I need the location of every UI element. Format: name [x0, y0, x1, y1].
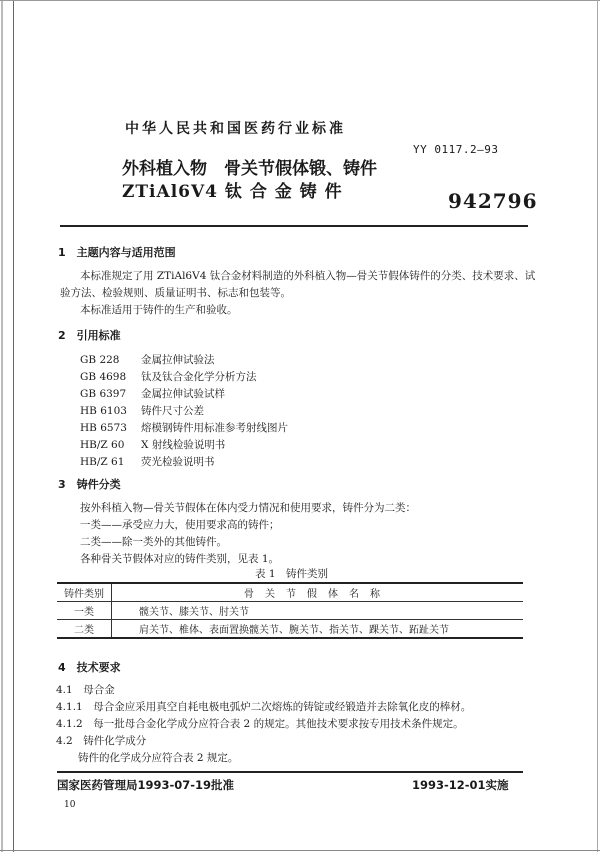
section-1-para1-line2: 验方法、检验规则、质量证明书、标志和包装等。: [60, 287, 291, 299]
section-3-line1: 按外科植入物—骨关节假体在体内受力情况和使用要求，铸件分为二类：: [80, 502, 416, 514]
document-title-line1: 外科植入物 骨关节假体锻、铸件: [122, 159, 377, 179]
reference-code: GB 4698: [80, 371, 127, 383]
document-title-line2: ZTiAl6V4 钛 合 金 铸 件: [122, 182, 343, 202]
reference-title: 金属拉伸试验法: [141, 354, 215, 366]
table-row: [57, 620, 523, 639]
reference-code: HB 6103: [80, 405, 127, 417]
approval-statement: 国家医药管理局1993-07-19批准: [57, 778, 235, 792]
implementation-date: 1993-12-01实施: [412, 778, 509, 792]
table-cell-category: 一类: [57, 602, 112, 620]
section-4-1-heading: 4.1 母合金: [56, 684, 115, 696]
reference-title: 铸件尺寸公差: [141, 405, 204, 417]
page-border-left: [13, 0, 14, 852]
section-1-para2: 本标准适用于铸件的生产和验收。: [80, 304, 238, 316]
table-header-row: [57, 583, 523, 602]
reference-title: 钛及钛合金化学分析方法: [141, 371, 257, 383]
section-1-heading: 1 主题内容与适用范围: [58, 246, 176, 259]
section-3-line3: 二类——除一类外的其他铸件。: [80, 536, 227, 548]
reference-title: 荧光检验说明书: [141, 456, 215, 468]
reference-title: 金属拉伸试验试样: [141, 388, 225, 400]
section-3-line2: 一类——承受应力大，使用要求高的铸件；: [80, 519, 280, 531]
section-3-heading: 3 铸件分类: [58, 478, 121, 491]
page-border-top: [0, 0, 600, 1]
section-4-2-heading: 4.2 铸件化学成分: [56, 735, 147, 747]
reference-item: [80, 454, 215, 469]
reference-code: HB 6573: [80, 422, 127, 434]
section-3-line4: 各种骨关节假体对应的铸件类别，见表 1。: [80, 553, 280, 565]
page-border-right: [597, 0, 598, 852]
table-cell-category: 二类: [57, 620, 112, 639]
reference-item: [80, 403, 204, 418]
issuing-organization: 中华人民共和国医药行业标准: [125, 121, 346, 137]
reference-item: [80, 352, 215, 367]
reference-item: [80, 437, 225, 452]
reference-title: 熔模钢铸件用标准参考射线图片: [141, 422, 288, 434]
reference-title: X 射线检验说明书: [141, 439, 226, 451]
reference-code: HB/Z 61: [80, 456, 125, 468]
standard-number: YY 0117.2—93: [413, 143, 499, 156]
table-cell-prosthesis-names: 肩关节、椎体、表面置换髋关节、腕关节、指关节、踝关节、跖趾关节: [139, 625, 449, 636]
section-4-1-2: 4.1.2 每一批母合金化学成分应符合表 2 的规定。其他技术要求按专用技术条件规定。: [56, 718, 464, 730]
table-header-prosthesis-name: 骨关节假体名称: [244, 589, 391, 600]
footer-divider: [57, 771, 523, 773]
page-border-bottom: [0, 850, 600, 851]
table-cell-prosthesis-names: 髋关节、膝关节、肘关节: [139, 607, 249, 618]
reference-item: [80, 386, 225, 401]
reference-code: HB/Z 60: [80, 439, 125, 451]
section-4-heading: 4 技术要求: [58, 661, 121, 674]
scan-edge-left: [1, 0, 3, 852]
table-header-category: 铸件类别: [57, 583, 112, 602]
catalog-number: 942796: [448, 189, 538, 213]
table-row: [57, 602, 523, 620]
reference-code: GB 6397: [80, 388, 127, 400]
section-1-para1-line1: 本标准规定了用 ZTiAl6V4 钛合金材料制造的外科植入物—骨关节假体铸件的分类、技术要求、试: [80, 270, 536, 282]
table-1-caption: 表 1 铸件类别: [255, 568, 329, 580]
casting-category-table: [57, 582, 523, 639]
reference-item: [80, 420, 288, 435]
page-number: 10: [64, 800, 76, 810]
reference-code: GB 228: [80, 354, 120, 366]
section-4-2-text: 铸件的化学成分应符合表 2 规定。: [78, 752, 239, 764]
header-divider: [60, 225, 528, 227]
section-2-heading: 2 引用标准: [58, 329, 121, 342]
section-4-1-1: 4.1.1 母合金应采用真空自耗电极电弧炉二次熔炼的铸锭或经锻造并去除氧化皮的棒材。: [56, 701, 472, 713]
reference-item: [80, 369, 257, 384]
